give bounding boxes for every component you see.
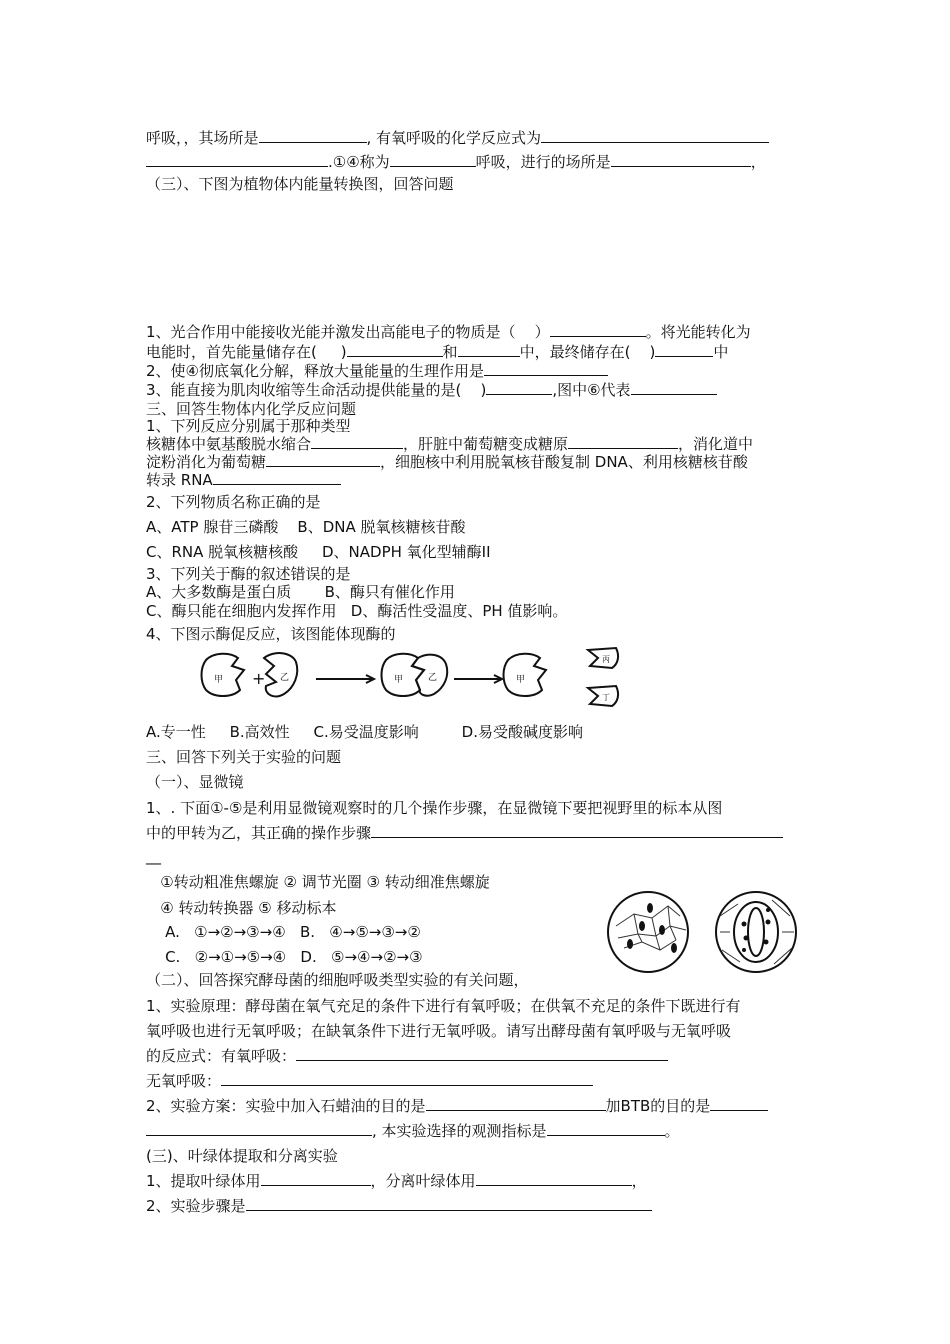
text-line: 2、实验方案：实验中加入石蜡油的目的是 加BTB的目的是 xyxy=(146,1096,768,1116)
stoma-pore xyxy=(748,908,764,956)
text-line: 核糖体中氨基酸脱水缩合 ，肝脏中葡萄糖变成糖原 ，消化道中 xyxy=(146,435,754,453)
blank[interactable] xyxy=(631,380,717,395)
text-line: 3、下列关于酶的叙述错误的是 xyxy=(146,565,351,583)
blank[interactable] xyxy=(261,1171,371,1186)
text-line: .①④称为 呼吸，进行的场所是 ， xyxy=(146,152,766,172)
blank[interactable] xyxy=(568,434,678,449)
text-line: 2、使④彻底氧化分解，释放大量能量的生理作用是 xyxy=(146,361,608,381)
text-line: 呼吸，，其场所是 , 有氧呼吸的化学反应式为 xyxy=(146,128,769,148)
text-line: 1、下列反应分别属于那种类型 xyxy=(146,417,351,435)
blank[interactable] xyxy=(213,470,341,485)
option-line: A、ATP 腺苷三磷酸 B、DNA 脱氧核糖核苷酸 xyxy=(146,518,466,536)
blank[interactable] xyxy=(611,152,751,167)
blank[interactable] xyxy=(347,342,443,357)
svg-text:乙: 乙 xyxy=(428,673,438,683)
blank[interactable] xyxy=(550,322,646,337)
svg-text:甲: 甲 xyxy=(394,675,404,685)
text-line: 4、下图示酶促反应，该图能体现酶的 xyxy=(146,625,396,643)
text-line: 氧呼吸也进行无氧呼吸；在缺氧条件下进行无氧呼吸。请写出酵母菌有氧呼吸与无氧呼吸 xyxy=(146,1022,732,1040)
blank[interactable] xyxy=(221,1071,593,1086)
blank[interactable] xyxy=(547,1121,665,1136)
text-line: 电能时，首先能量储存在( ) 和 中，最终储存在( ) 中 xyxy=(146,343,729,361)
option-line: C、酶只能在细胞内发挥作用 D、酶活性受温度、PH 值影响。 xyxy=(146,602,568,620)
stoma-small xyxy=(627,939,633,949)
option-line: C、RNA 脱氧核糖核酸 D、NADPH 氧化型辅酶II xyxy=(146,543,491,561)
text-line: 淀粉消化为葡萄糖 ，细胞核中利用脱氧核苷酸复制 DNA、利用核糖核苷酸 xyxy=(146,453,748,471)
text-line: 转录 RNA xyxy=(146,470,341,490)
stoma-small xyxy=(659,925,665,935)
section-heading: 三、回答下列关于实验的问题 xyxy=(146,748,342,766)
blank[interactable] xyxy=(710,1096,768,1111)
blank[interactable] xyxy=(246,1196,652,1211)
svg-text:甲: 甲 xyxy=(516,675,526,685)
stoma-small xyxy=(671,943,677,953)
blank[interactable] xyxy=(296,1046,668,1061)
option-line: C. ②→①→⑤→④ D. ⑤→④→②→③ xyxy=(146,948,423,966)
blank[interactable] xyxy=(426,1096,606,1111)
blank[interactable] xyxy=(311,434,403,449)
text-line: ④ 转动转换器 ⑤ 移动标本 xyxy=(146,899,337,917)
option-line: A、大多数酶是蛋白质 B、酶只有催化作用 xyxy=(146,583,455,601)
svg-text:乙: 乙 xyxy=(280,673,290,683)
blank[interactable] xyxy=(259,128,367,143)
svg-text:甲: 甲 xyxy=(214,675,224,685)
text-line: 3、能直接为肌肉收缩等生命活动提供能量的是( ) ,图中⑥代表 xyxy=(146,380,717,400)
svg-text:丁: 丁 xyxy=(602,693,610,702)
blank[interactable] xyxy=(390,152,476,167)
text-line: __ xyxy=(146,847,161,865)
enzyme-reaction-figure xyxy=(196,642,636,722)
text-line: 2、下列物质名称正确的是 xyxy=(146,493,321,511)
text-line: , 本实验选择的观测指标是 。 xyxy=(146,1121,680,1141)
microscope-field-figure xyxy=(604,886,804,978)
text-line: 中的甲转为乙，其正确的操作步骤 xyxy=(146,823,783,843)
stoma-small xyxy=(647,903,653,913)
blank[interactable] xyxy=(371,823,783,838)
text-line: 1、实验原理：酵母菌在氧气充足的条件下进行有氧呼吸；在供氧不充足的条件下既进行有 xyxy=(146,997,741,1015)
field-circle xyxy=(608,892,688,972)
blank[interactable] xyxy=(484,361,608,376)
text-line: 无氧呼吸： xyxy=(146,1071,593,1091)
blank[interactable] xyxy=(458,342,520,357)
text-line: 1、提取叶绿体用 ，分离叶绿体用 ， xyxy=(146,1172,647,1190)
cell-wall-lines xyxy=(720,900,794,964)
text-line: 1、光合作用中能接收光能并激发出高能电子的物质是（ ） 。将光能转化为 xyxy=(146,323,751,341)
text-line: （二）、回答探究酵母菌的细胞呼吸类型实验的有关问题， xyxy=(146,971,529,989)
svg-text:+: + xyxy=(252,669,266,688)
option-line: A. ①→②→③→④ B. ④→⑤→③→② xyxy=(146,923,421,941)
section-heading: 三、回答生物体内化学反应问题 xyxy=(146,400,357,418)
text-line: （三）、下图为植物体内能量转换图，回答问题 xyxy=(146,175,454,193)
blank[interactable] xyxy=(655,342,713,357)
text-line: ①转动粗准焦螺旋 ② 调节光圈 ③ 转动细准焦螺旋 xyxy=(146,873,490,891)
stoma-small xyxy=(639,921,645,931)
text-line: 1、. 下面①-⑤是利用显微镜观察时的几个操作步骤，在显微镜下要把视野里的标本从图 xyxy=(146,799,723,817)
text-line: 2、实验步骤是 xyxy=(146,1196,652,1216)
option-line: A.专一性 B.高效性 C.易受温度影响 D.易受酸碱度影响 xyxy=(146,723,583,741)
blank[interactable] xyxy=(541,128,769,143)
text-line: （一）、显微镜 xyxy=(146,773,244,791)
text-line: (三)、叶绿体提取和分离实验 xyxy=(146,1147,338,1165)
text-line: 的反应式：有氧呼吸： xyxy=(146,1046,668,1066)
blank[interactable] xyxy=(476,1171,632,1186)
blank[interactable] xyxy=(146,152,328,167)
svg-text:丙: 丙 xyxy=(602,655,610,664)
blank[interactable] xyxy=(266,452,380,467)
blank[interactable] xyxy=(146,1121,372,1136)
blank[interactable] xyxy=(486,380,552,395)
stoma-large xyxy=(734,902,778,962)
